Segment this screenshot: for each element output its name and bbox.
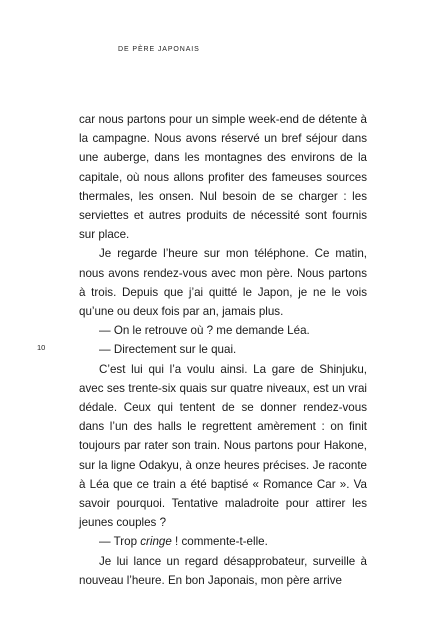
paragraph: Je lui lance un regard désapprobateur, surveille à nouveau l’heure. En bon Japonais, mon père arrive: [79, 554, 367, 587]
paragraph: Je regarde l’heure sur mon téléphone. Ce matin, nous avons rendez-vous avec mon père. Nous partons à trois. Depuis que j’ai quitté le Japon, je ne le vois qu’une ou deux fois par an, jamais plus.: [79, 247, 367, 319]
paragraph: car nous partons pour un simple week-end de détente à la campagne. Nous avons réservé un bref séjour dans une auberge, dans les montagnes des environs de la capitale, où nous allons profiter des fameuses sources thermales, les onsen. Nul besoin de se charger : les serviettes et autres produits de nécessité sont fournis sur place.: [79, 113, 367, 242]
dialogue-suffix: ! commente-t-elle.: [171, 535, 268, 549]
dialogue-line: — On le retrouve où ? me demande Léa.: [99, 324, 310, 338]
body-text: [79, 110, 367, 590]
paragraph: C’est lui qui l’a voulu ainsi. La gare de Shinjuku, avec ses trente-six quais sur quatre niveaux, est un vrai dédale. Ceux qui tentent de se donner rendez-vous dans l’un des halls le regrettent amèrement : on finit toujours par rater son train. Nous partons pour Hakone, sur la ligne Odakyu, à onze heures précises. Je raconte à Léa que ce train a été baptisé « Romance Car ». Va savoir pourquoi. Tentative maladroite pour attirer les jeunes couples ?: [79, 362, 367, 530]
dialogue-line: [79, 532, 367, 551]
dialogue-line: — Directement sur le quai.: [99, 343, 237, 357]
line-number: 10: [37, 343, 46, 352]
running-head: DE PÈRE JAPONAIS: [118, 46, 200, 53]
italic-word: cringe: [140, 535, 172, 549]
dialogue-prefix: — Trop: [99, 535, 141, 549]
